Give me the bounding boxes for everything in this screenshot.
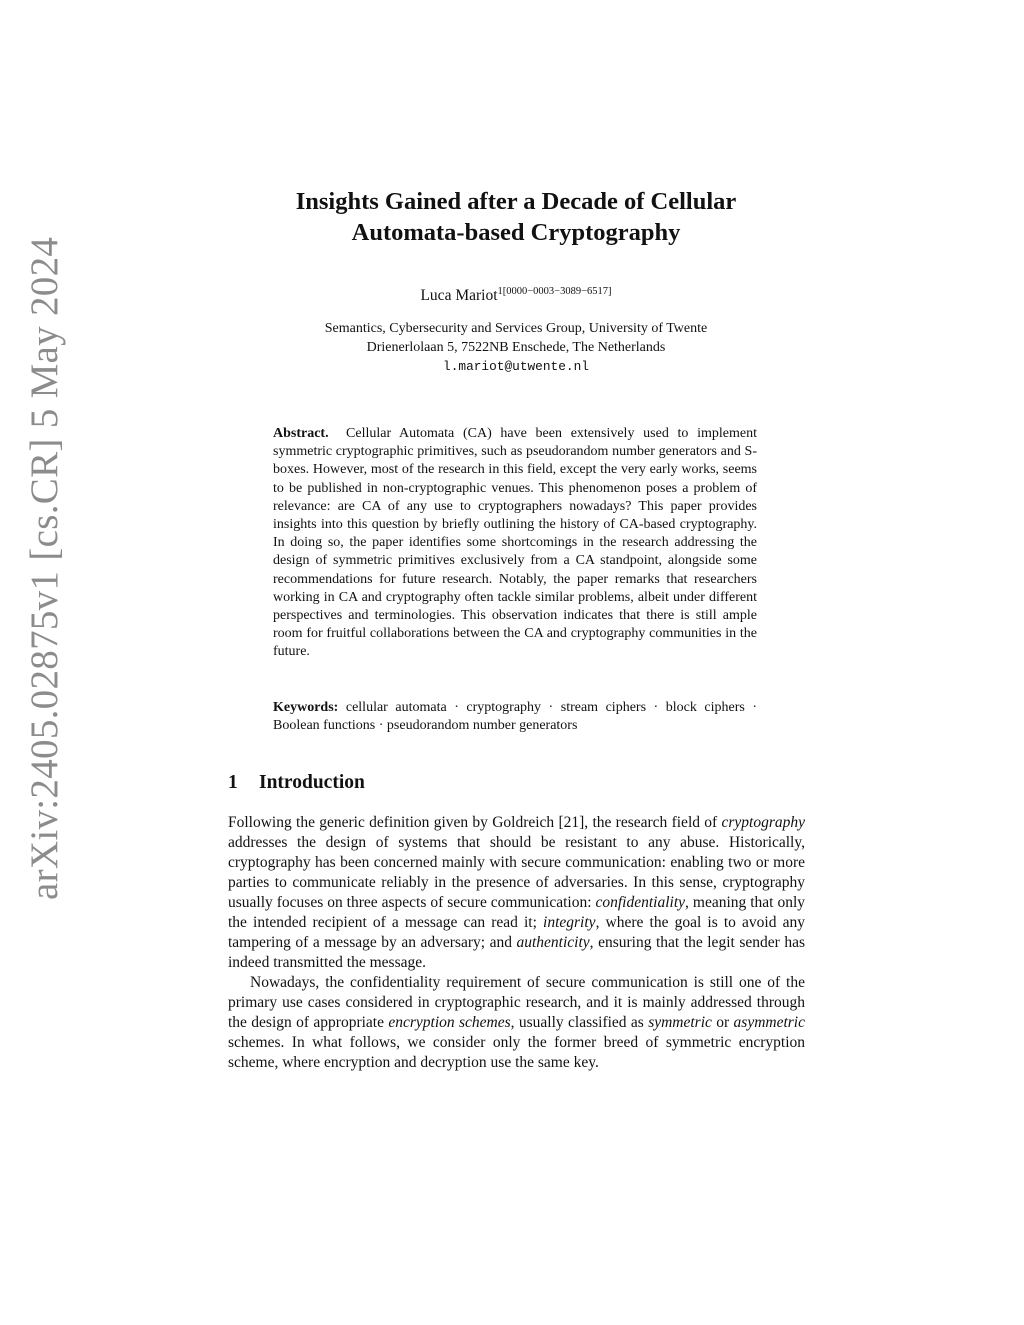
term-symmetric: symmetric [648,1014,712,1031]
author-name: Luca Mariot [420,287,498,304]
paragraph-1-text: , meaning that only the intended recipient of a message can read it; [228,894,806,931]
author-orcid-superscript: 1[0000−0003−3089−6517] [497,286,612,297]
introduction-body [228,813,805,1073]
paper-title-line-1: Insights Gained after a Decade of Cellular [295,188,737,215]
term-confidentiality: confidentiality [595,894,686,911]
paragraph-2-text: Nowadays, the confidentiality requirement of secure communication is still one of the primary use cases considered in cryptographic research, and it is mainly addressed through the design of appropriate [228,974,805,1031]
abstract-text: Cellular Automata (CA) have been extensively used to implement symmetric cryptographic primitives, such as pseudorandom number generators and S-boxes. However, most of the research in this field, except the very early works, seems to be published in non-cryptographic venues. This phenomenon poses a problem of relevance: are CA of any use to cryptographers nowadays? This paper provides insights into this question by briefly outlining the history of CA-based cryptography. In doing so, the paper identifies some shortcomings in the research addressing the design of symmetric primitives exclusively from a CA standpoint, alongside some recommendations for future research. Notably, the paper remarks that researchers working in CA and cryptography often tackle similar problems, albeit under different perspectives and terminologies. This observation indicates that there is still ample room for fruitful collaborations between the CA and cryptography communities in the future. [273,426,757,660]
affiliation-group: Semantics, Cybersecurity and Services Group, University of Twente [324,321,708,336]
section-title: Introduction [259,772,365,793]
paragraph-1 [228,813,805,973]
keywords-text: cellular automata · cryptography · stream ciphers · block ciphers · Boolean functions · pseudorandom number generators [273,700,757,734]
author-line [228,280,804,308]
paper-title-line-2: Automata-based Cryptography [351,219,681,246]
paragraph-1-text: , where the goal is to avoid any tampering of a message by an adversary; and [228,914,805,951]
paragraph-2-text: schemes. In what follows, we consider only the former breed of symmetric encryption scheme, where encryption and decryption use the same key. [228,1034,805,1071]
term-authenticity: authenticity [516,934,590,951]
section-number: 1 [228,772,238,793]
author-email[interactable]: l.mariot@utwente.nl [443,359,589,374]
term-encryption-schemes: encryption schemes [388,1014,511,1031]
keywords-label: Keywords: [273,700,339,715]
term-cryptography: cryptography [721,814,805,831]
affiliation-address: Drienerlolaan 5, 7522NB Enschede, The Netherlands [366,340,666,355]
paragraph-2-text: , usually classified as [510,1014,649,1031]
paragraph-1-text: , ensuring that the legit sender has indeed transmitted the message. [228,934,805,971]
paragraph-2-text: or [711,1014,734,1031]
term-integrity: integrity [543,914,596,931]
keywords [273,699,757,735]
paper-title [228,186,804,248]
abstract [273,425,757,662]
arxiv-identifier-stamp: arXiv:2405.02875v1 [cs.CR] 5 May 2024 [23,236,66,900]
term-asymmetric: asymmetric [733,1014,805,1031]
abstract-label: Abstract. [273,426,329,441]
paragraph-1-text: Following the generic definition given by Goldreich [21], the research field of [228,814,722,831]
affiliation-block [228,319,804,376]
paragraph-1-text: addresses the design of systems that should be resistant to any abuse. Historically, cryptography has been concerned mainly with secure communication: enabling two or more parties to communicate reliably in the presence of adversaries. In this sense, cryptography usually focuses on three aspects of secure communication: [228,834,805,911]
paragraph-2 [228,973,805,1073]
section-heading-introduction [228,769,804,797]
